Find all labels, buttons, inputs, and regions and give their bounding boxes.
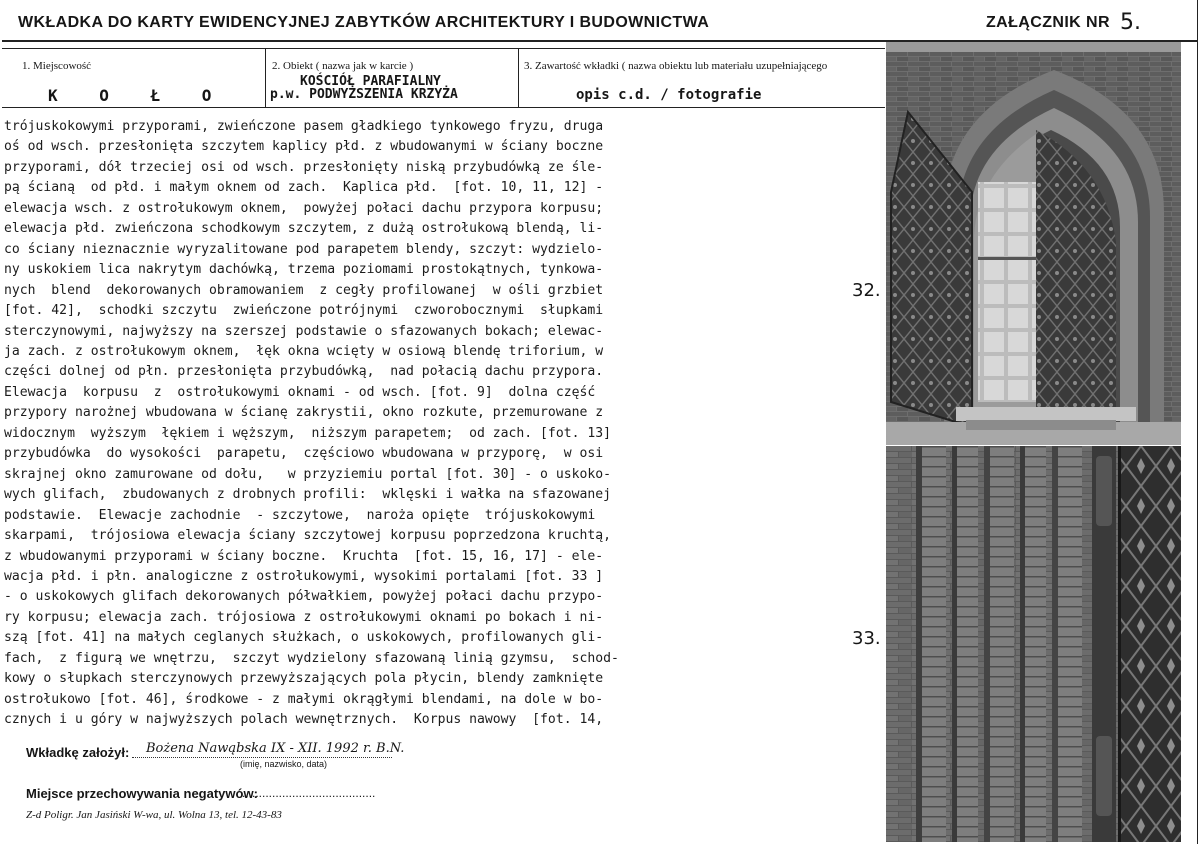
portal-photo-graphic xyxy=(886,42,1181,445)
body-line: części dolnej od płn. przesłonięta przybudówką, nad połacią dachu przypora. xyxy=(4,364,604,380)
body-line: ostrołukowo [fot. 46], środkowe - z małymi okrągłymi blendami, na dole w bo- xyxy=(4,691,604,707)
body-line: przybudówka do wysokości parapetu, częściowo wbudowana w przyporę, w osi xyxy=(4,446,604,462)
object-value-line2: p.w. PODWYŻSZENIA KRZYŻA xyxy=(270,87,458,102)
body-line: co ściany nieznacznie wyryzalitowane pod parapetem blendy, szczyt: wydzielo- xyxy=(4,241,604,257)
body-line: elewacja płd. zwieńczona schodkowym szczytem, z dużą ostrołukową blendą, li- xyxy=(4,221,604,237)
printer-imprint: Z-d Poligr. Jan Jasiński W-wa, ul. Wolna 13, tel. 12-43-83 xyxy=(26,809,282,821)
field-box-top xyxy=(2,48,885,49)
created-underline xyxy=(132,757,392,758)
body-line: wych glifach, zbudowanych z drobnych profili: wklęski i wałka na sfazowanej xyxy=(4,487,611,503)
body-line: fach, z figurą we wnętrzu, szczyt wydzielony sfazowaną linią gzymsu, schod- xyxy=(4,650,619,666)
body-line: widocznym wyższym łękiem i węższym, niższym parapetem; od zach. [fot. 13] xyxy=(4,425,611,441)
body-line: pą ścianą od płd. i małym oknem od zach. Kaplica płd. [fot. 10, 11, 12] - xyxy=(4,180,604,196)
negatives-dots: ........................................ xyxy=(242,786,376,800)
body-line: kowy o słupkach sterczynowych przewyższających pola płycin, blendy zamknięte xyxy=(4,671,604,687)
body-line: [fot. 42], schodki szczytu zwieńczone potrójnymi czworobocznymi słupkami xyxy=(4,303,604,319)
body-line: cznych i u góry w najwyższych polach wewnętrznych. Korpus nawowy [fot. 14, xyxy=(4,712,604,728)
photo-number-32: 32. xyxy=(852,280,881,301)
contents-label: 3. Zawartość wkładki ( nazwa obiektu lub materiału uzupełniającego xyxy=(524,60,828,72)
jamb-photo-graphic xyxy=(886,446,1181,842)
object-label: 2. Obiekt ( nazwa jak w karcie ) xyxy=(272,60,414,72)
field-divider-2 xyxy=(518,48,519,108)
annex-label: ZAŁĄCZNIK NR xyxy=(986,14,1110,31)
photo-number-33: 33. xyxy=(852,628,881,649)
contents-value: opis c.d. / fotografie xyxy=(576,87,762,103)
body-line: skarpami, trójosiowa elewacja ściany szczytowej korpusu poprzedzona kruchtą, xyxy=(4,528,611,544)
body-line: przyporami, dół trzeciej osi od wsch. przesłonięty niską przybudówką ze śle- xyxy=(4,159,604,175)
body-line: oś od wsch. przesłonięta szczytem kaplicy płd. z wbudowanymi w ściany boczne xyxy=(4,139,604,155)
body-line: sterczynowymi, najwyższy na szerszej podstawie o sfazowanych bokach; elewac- xyxy=(4,323,604,339)
body-line: elewacja wsch. z ostrołukowym oknem, powyżej połaci dachu przypora korpusu; xyxy=(4,200,604,216)
photo-33-jamb-detail xyxy=(886,446,1181,842)
body-line: szą [fot. 41] na małych ceglanych służkach, o uskokowych, profilowanych gli- xyxy=(4,630,604,646)
body-line: Elewacja korpusu z ostrołukowymi oknami - od wsch. [fot. 9] dolna część xyxy=(4,384,596,400)
body-line: skrajnej okno zamurowane od dołu, w przyziemiu portal [fot. 30] - o uskoko- xyxy=(4,466,611,482)
body-line: trójuskokowymi przyporami, zwieńczone pasem gładkiego tynkowego fryzu, druga xyxy=(4,119,604,134)
annex-number: 5. xyxy=(1120,10,1141,35)
body-line: - o uskokowych glifach dekorowanych półwałkiem, powyżej połaci dachu przypo- xyxy=(4,589,604,605)
page-right-edge xyxy=(1197,0,1198,844)
locality-label: 1. Miejscowość xyxy=(22,60,92,72)
negatives-label: Miejsce przechowywania negatywów: xyxy=(26,786,258,801)
body-line: ja zach. z ostrołukowym oknem, łęk okna wcięty w osiową blendę triforium, w xyxy=(4,343,604,359)
locality-value: K O Ł O xyxy=(48,86,228,105)
body-line: ny uskokiem lica nakrytym dachówką, trzema poziomami prostokątnych, tynkowa- xyxy=(4,262,604,278)
created-value: Bożena Nawąbska IX - XII. 1992 r. B.N. xyxy=(146,741,405,756)
body-line: ry korpusu; elewacja zach. trójosiowa z ostrołukowymi oknami po bokach i ni- xyxy=(4,609,604,625)
body-line: nych blend dekorowanych obramowaniem z cegły profilowanej w ośli grzbiet xyxy=(4,282,604,298)
field-divider-1 xyxy=(265,48,266,108)
body-line: wacja płd. i płn. analogiczne z ostrołukowymi, wysokimi portalami [fot. 33 ] xyxy=(4,568,604,584)
field-box-bottom xyxy=(2,107,885,108)
body-line: podstawie. Elewacje zachodnie - szczytowe, naroża opięte trójuskokowymi xyxy=(4,507,596,523)
description-body xyxy=(4,117,884,731)
document-title: WKŁADKA DO KARTY EWIDENCYJNEJ ZABYTKÓW ARCHITEKTURY I BUDOWNICTWA xyxy=(18,14,710,31)
object-value-line1: KOŚCIÓŁ PARAFIALNY xyxy=(300,74,441,89)
created-label: Wkładkę założył: xyxy=(26,745,130,760)
body-line: z wbudowanymi przyporami w ściany boczne. Kruchta [fot. 15, 16, 17] - ele- xyxy=(4,548,604,564)
body-line: przypory narożnej wbudowana w ścianę zakrystii, okno rozkute, przemurowane z xyxy=(4,405,604,421)
created-hint: (imię, nazwisko, data) xyxy=(240,759,328,769)
photo-32-portal xyxy=(886,42,1181,445)
